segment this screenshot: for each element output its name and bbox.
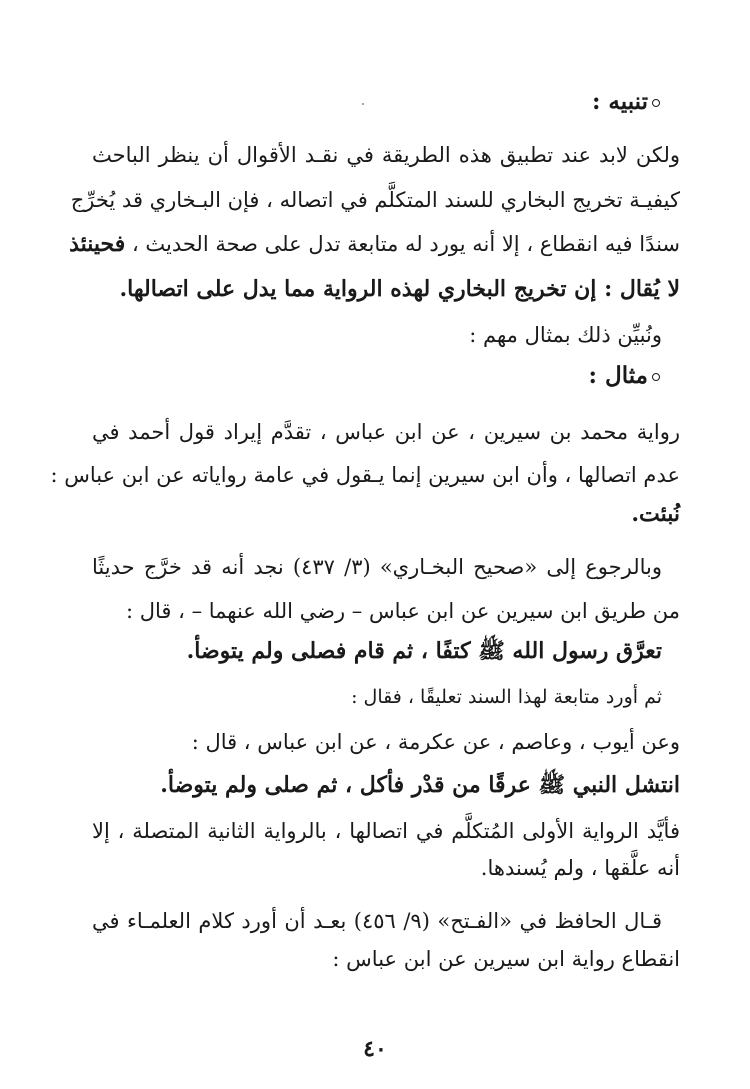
- print-speck: [362, 103, 364, 105]
- paragraph-8-line-1: قـال الحافظ في «الفـتح» (٩/ ٤٥٦) بعـد أن أورد كلام العلمـاء في: [92, 909, 662, 933]
- paragraph-1-line-4: لا يُقال : إن تخريج البخاري لهذه الرواية مما يدل على اتصالها.: [119, 276, 680, 302]
- paragraph-3-line-3: نُبئت.: [631, 501, 680, 527]
- paragraph-6: وعن أيوب ، وعاصم ، عن عكرمة ، عن ابن عباس ، قال :: [191, 730, 680, 754]
- paragraph-1-line-3: [69, 229, 680, 259]
- paragraph-2: ونُبيِّن ذلك بمثال مهم :: [469, 323, 662, 347]
- circle-marker-icon: [652, 373, 660, 381]
- paragraph-7-line-1: فأيَّد الرواية الأولى المُتكلَّم في اتصالها ، بالرواية الثانية المتصلة ، إلا: [92, 819, 680, 843]
- paragraph-3-line-2: عدم اتصالها ، وأن ابن سيرين إنما يـقول في عامة رواياته عن ابن عباس :: [50, 463, 680, 487]
- page-number: ٤٠: [363, 1036, 387, 1062]
- example-heading-text: مثال :: [588, 362, 648, 389]
- example-heading: [589, 362, 660, 389]
- paragraph-1-line-2: كيفيـة تخريج البخاري للسند المتكلَّم في اتصاله ، فإن البـخاري قد يُخرِّج: [70, 188, 680, 212]
- paragraph-7-line-2: أنه علَّقها ، ولم يُسندها.: [480, 856, 680, 880]
- circle-marker-icon: [652, 99, 660, 107]
- paragraph-8-line-2: انقطاع رواية ابن سيرين عن ابن عباس :: [332, 947, 680, 971]
- paragraph-1-line-3-regular: سندًا فيه انقطاع ، إلا أنه يورد له متابعة تدل على صحة الحديث ،: [131, 232, 680, 256]
- paragraph-4-line-1: وبالرجوع إلى «صحيح البخـاري» (٣/ ٤٣٧) نجد أنه قد خرَّج حديثًا: [92, 555, 662, 579]
- note-heading: [592, 88, 660, 115]
- paragraph-5: ثم أورد متابعة لهذا السند تعليقًا ، فقال :: [351, 686, 662, 708]
- paragraph-4-line-2: من طريق ابن سيرين عن ابن عباس – رضي الله عنهما – ، قال :: [126, 599, 680, 623]
- paragraph-3-line-1: رواية محمد بن سيرين ، عن ابن عباس ، تقدَّم إيراد قول أحمد في: [92, 420, 680, 444]
- hadith-quote-1: تعرَّق رسول الله ﷺ كتفًا ، ثم قام فصلى ولم يتوضأ.: [186, 638, 662, 664]
- paragraph-1-line-1: ولكن لابد عند تطبيق هذه الطريقة في نقـد الأقوال أن ينظر الباحث: [92, 143, 680, 167]
- note-heading-text: تنبيه :: [591, 88, 648, 115]
- paragraph-1-line-3-bold: فحينئذ: [69, 231, 126, 257]
- hadith-quote-2: انتشل النبي ﷺ عرقًا من قدْر فأكل ، ثم صلى ولم يتوضأ.: [160, 772, 680, 798]
